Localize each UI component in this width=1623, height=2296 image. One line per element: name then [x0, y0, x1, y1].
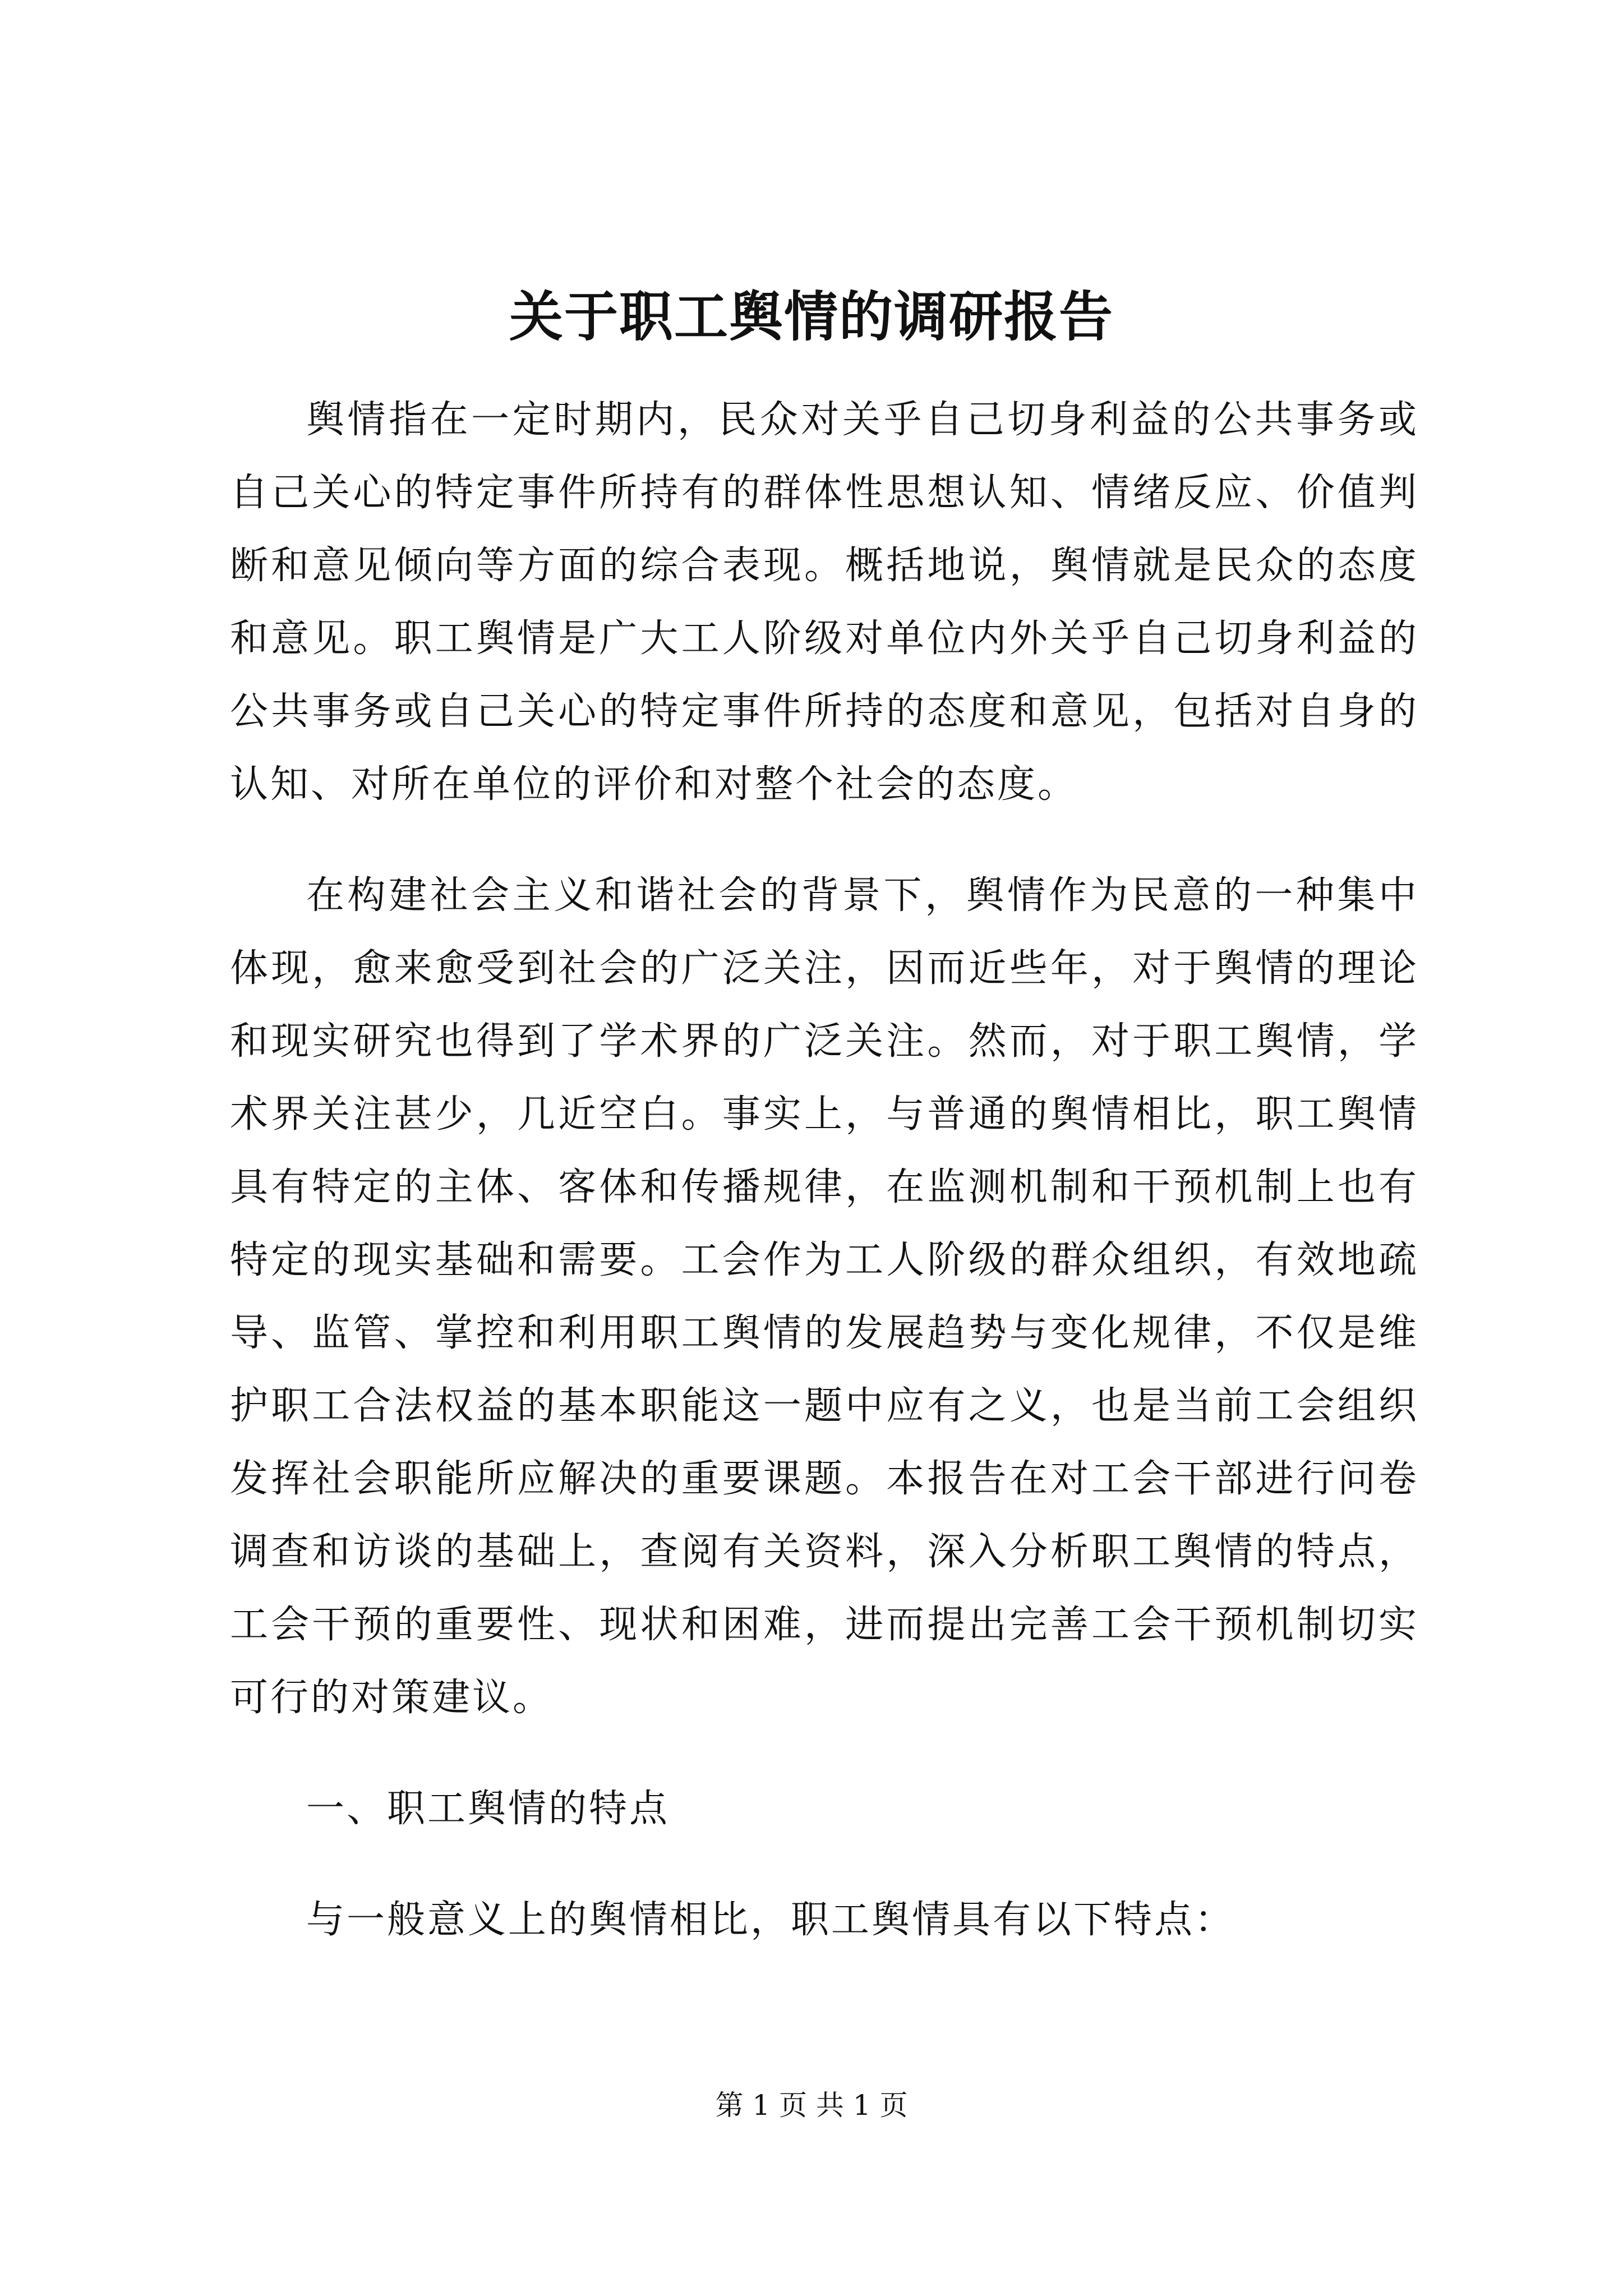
document-title: 关于职工舆情的调研报告: [509, 285, 1114, 348]
page-footer: 第 1 页 共 1 页: [715, 2089, 908, 2122]
paragraph-background: 在构建社会主义和谐社会的背景下，舆情作为民意的一种集中体现，愈来愈受到社会的广泛关注，因而近些年，对于舆情的理论和现实研究也得到了学术界的广泛关注。然而，对于职工舆情，学术界关注甚少，几近空白。事实上，与普通的舆情相比，职工舆情具有特定的主体、客体和传播规律，在监测机制和干预机制上也有特定的现实基础和需要。工会作为工人阶级的群众组织，有效地疏导、监管、掌控和利用职工舆情的发展趋势与变化规律，不仅是维护职工合法权益的基本职能这一题中应有之义，也是当前工会组织发挥社会职能所应解决的重要课题。本报告在对工会干部进行问卷调查和访谈的基础上，查阅有关资料，深入分析职工舆情的特点，工会干预的重要性、现状和困难，进而提出完善工会干预机制切实可行的对策建议。: [230, 873, 1419, 1720]
section-heading-features: 一、职工舆情的特点: [306, 1787, 670, 1831]
paragraph-features-intro: 与一般意义上的舆情相比，职工舆情具有以下特点：: [306, 1898, 1235, 1942]
paragraph-definition: 舆情指在一定时期内，民众对关乎自己切身利益的公共事务或自己关心的特定事件所持有的群体性思想认知、情绪反应、价值判断和意见倾向等方面的综合表现。概括地说，舆情就是民众的态度和意见。职工舆情是广大工人阶级对单位内外关乎自己切身利益的公共事务或自己关心的特定事件所持的态度和意见，包括对自身的认知、对所在单位的评价和对整个社会的态度。: [230, 398, 1419, 807]
document-body: [230, 384, 1419, 1957]
